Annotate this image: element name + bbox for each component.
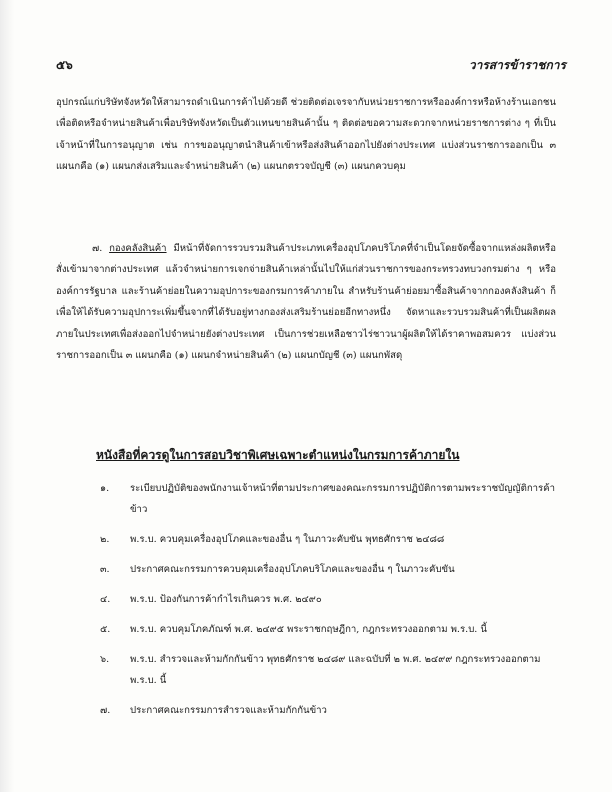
list-item: [100, 559, 556, 580]
list-item: [100, 619, 556, 640]
list-item: [100, 529, 556, 550]
books-heading: หนังสือที่ควรดูในการสอบวิชาพิเศษเฉพาะตำแหน่งในกรมการค้าภายใน: [96, 448, 460, 462]
section-number: ๗.: [92, 243, 103, 254]
list-item-number: ๒.: [100, 534, 110, 546]
paragraph-2: [56, 238, 556, 366]
list-item: [100, 700, 556, 721]
list-item-text: พ.ร.บ. ควบคุมเครื่องอุปโภคและของอื่น ๆ ในภาวะคับขัน พุทธศักราช ๒๔๘๘: [130, 534, 445, 546]
list-item-text: ประกาศคณะกรรมการสำรวจและห้ามกักกันข้าว: [130, 705, 327, 717]
publication-title: วารสารข้าราชการ: [468, 58, 566, 72]
list-item: [100, 649, 556, 692]
list-item-text: พ.ร.บ. สำรวจและห้ามกักกันข้าว พุทธศักราช ๒๔๘๙ และฉบับที่ ๒ พ.ศ. ๒๔๙๙ กฎกระทรวงออกตาม พ.ร.บ. นี้: [130, 653, 541, 687]
list-item-number: ๔.: [100, 594, 111, 606]
section-title: กองคลังสินค้า: [109, 243, 167, 254]
list-item-text: ประกาศคณะกรรมการควบคุมเครื่องอุปโภคบริโภคและของอื่น ๆ ในภาวะคับขัน: [130, 564, 455, 576]
scan-shadow: [0, 0, 14, 792]
list-item: [100, 478, 556, 521]
books-list: [100, 478, 556, 730]
list-item-text: พ.ร.บ. ควบคุมโภคภัณฑ์ พ.ศ. ๒๔๙๕ พระราชกฤษฎีกา, กฎกระทรวงออกตาม พ.ร.บ. นี้: [130, 624, 487, 636]
page-number: ๕๖: [56, 58, 73, 72]
paragraph-1: อุปกรณ์แก่บริษัทจังหวัดให้สามารถดำเนินการค้าไปด้วยดี ช่วยติดต่อเจรจากับหน่วยราชการหรือองค์การหรือห้างร้านเอกชนเพื่อติดหรือจำหน่ายสินค้าเพื่อบริษัทจังหวัดเป็นตัวแทนขายสินค้านั้น ๆ ติดต่อขอความสะดวกจากหน่วยราชการต่าง ๆ ที่เป็นเจ้าหน้าที่ในการอนุญาต เช่น การขออนุญาตนำสินค้าเข้าหรือส่งสินค้าออกไปยังต่างประเทศ แบ่งส่วนราชการออกเป็น ๓ แผนกคือ (๑) แผนกส่งเสริมและจำหน่ายสินค้า (๒) แผนกตรวจบัญชี (๓) แผนกควบคุม: [56, 97, 556, 173]
list-item-number: ๕.: [100, 624, 111, 636]
list-item: [100, 589, 556, 610]
list-item-number: ๓.: [100, 564, 110, 576]
list-item-text: พ.ร.บ. ป้องกันการค้ากำไรเกินควร พ.ศ. ๒๔๙๐: [130, 594, 322, 606]
list-item-text: ระเบียบปฏิบัติของพนักงานเจ้าหน้าที่ตามประกาศของคณะกรรมการปฏิบัติการตามพระราชบัญญัติการค้าข้าว: [130, 483, 555, 516]
list-item-number: ๑.: [100, 483, 110, 494]
list-item-number: ๗.: [100, 705, 111, 717]
section-text: มีหน้าที่จัดการรวบรวมสินค้าประเภทเครื่องอุปโภคบริโภคที่จำเป็นโดยจัดซื้อจากแหล่งผลิตหรือสั่งเข้ามาจากต่างประเทศ แล้วจำหน่ายการเจกจ่ายสินค้าเหล่านั้นไปให้แก่ส่วนราชการของกระทรวงทบวงกรมต่าง ๆ หรือองค์การรัฐบาล และร้านค้าย่อยในความอุปการะของกรมการค้าภายใน สำหรับร้านค้าย่อยมาซื้อสินค้าจากกองคลังสินค้า ก็เพื่อให้ได้รับความอุปการะเพิ่มขึ้นจากที่ได้รับอยู่ทางกองส่งเสริมร้านย่อยอีกทางหนึ่ง จัดหาและรวบรวมสินค้าที่เป็นผลิตผลภายในประเทศเพื่อส่งออกไปจำหน่ายยังต่างประเทศ เป็นการช่วยเหลือชาวไร่ชาวนาผู้ผลิตให้ได้ราคาพอสมควร แบ่งส่วนราชการออกเป็น ๓ แผนกคือ (๑) แผนกจำหน่ายสินค้า (๒) แผนกบัญชี (๓) แผนกพัสดุ: [56, 243, 556, 362]
list-item-number: ๖.: [100, 653, 110, 665]
